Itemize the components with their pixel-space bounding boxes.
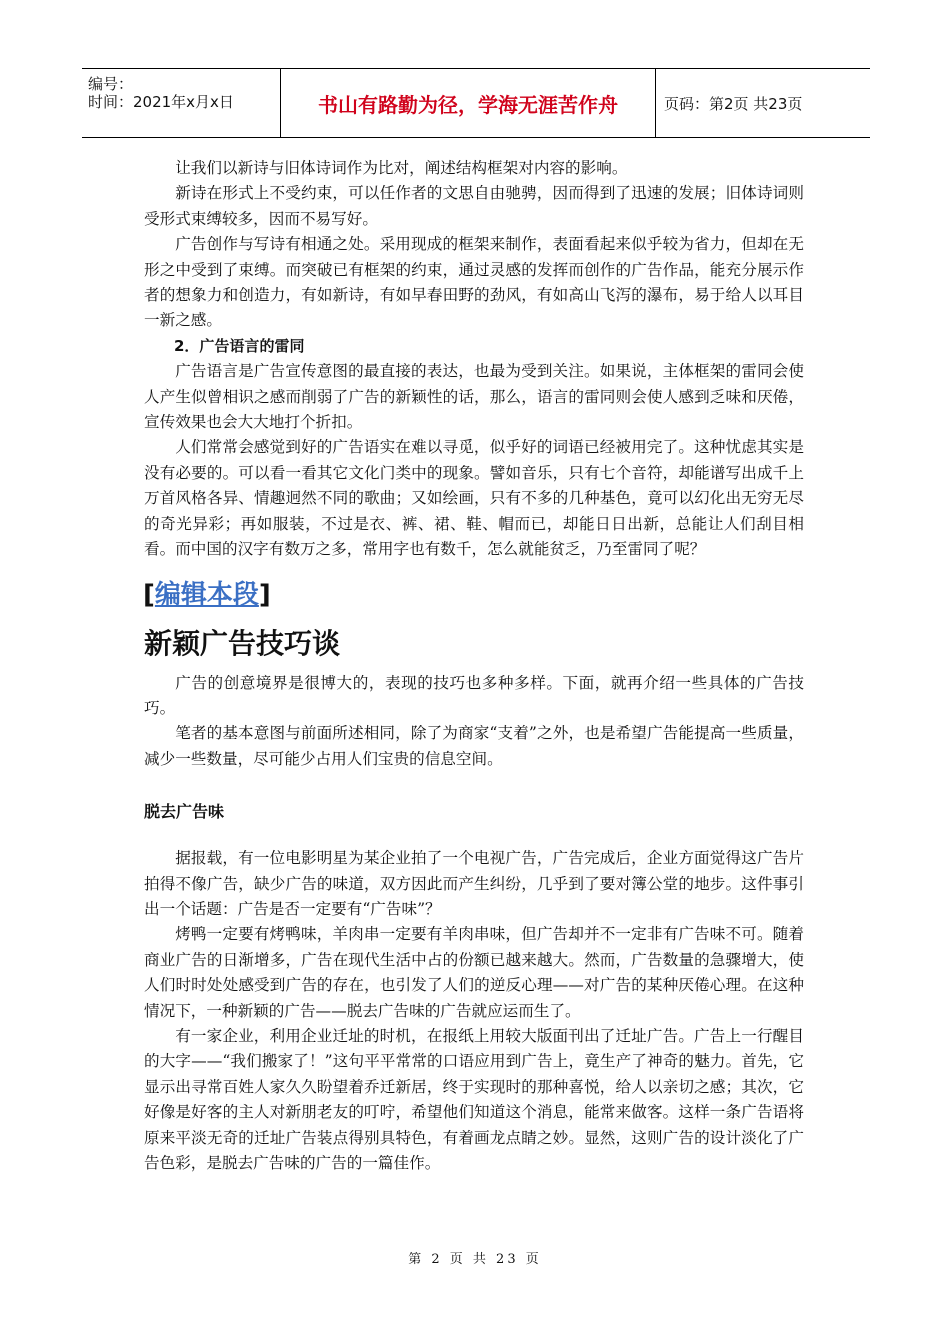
paragraph: 广告语言是广告宣传意图的最直接的表达，也最为受到关注。如果说，主体框架的雷同会使人产生似曾相识之感而削弱了广告的新颖性的话，那么，语言的雷同则会使人感到乏味和厌倦，宣传效果也会大大地打个折扣。 [144, 362, 804, 432]
edit-bracket-close: ] [258, 579, 271, 610]
page-footer: 第 2 页 共 23 页 [408, 1252, 542, 1267]
section-heading: 新颖广告技巧谈 [144, 626, 341, 660]
header-motto: 书山有路勤为径，学海无涯苦作舟 [281, 69, 656, 137]
paragraph: 有一家企业，利用企业迁址的时机，在报纸上用较大版面刊出了迁址广告。广告上一行醒目的大字——“我们搬家了！”这句平平常常的口语应用到广告上，竟生产了神奇的魅力。首先，它显示出寻常百姓人家久久盼望着乔迁新居，终于实现时的那种喜悦，给人以亲切之感；其次，它好像是好客的主人对新朋老友的叮咛，希望他们知道这个消息，能常来做客。这样一条广告语将原来平淡无奇的迁址广告装点得别具特色，有着画龙点睛之妙。显然，这则广告的设计淡化了广告色彩，是脱去广告味的广告的一篇佳作。 [144, 1026, 804, 1172]
header-page-label: 页码：第2页 共23页 [664, 94, 803, 113]
subsection-heading: 脱去广告味 [144, 802, 225, 822]
sub-heading: 2．广告语言的雷同 [174, 336, 305, 355]
paragraph: 人们常常会感觉到好的广告语实在难以寻觅，似乎好的词语已经被用完了。这种忧虑其实是没有必要的。可以看一看其它文化门类中的现象。譬如音乐，只有七个音符，却能谱写出成千上万首风格各异、情趣迥然不同的歌曲；又如绘画，只有不多的几种基色，竟可以幻化出无穷无尽的奇光异彩；再如服装，不过是衣、裤、裙、鞋、帽而已，却能日日出新，总能让人们刮目相看。而中国的汉字有数万之多，常用字也有数千，怎么就能贫乏，乃至雷同了呢？ [144, 438, 804, 559]
paragraph: 让我们以新诗与旧体诗词作为比对，阐述结构框架对内容的影响。 [175, 159, 628, 177]
edit-section-link [143, 575, 804, 615]
paragraph: 笔者的基本意图与前面所述相同，除了为商家“支着”之外，也是希望广告能提高一些质量，减少一些数量，尽可能少占用人们宝贵的信息空间。 [144, 724, 804, 768]
edit-bracket-open: [ [143, 579, 155, 610]
paragraph: 广告创作与写诗有相通之处。采用现成的框架来制作，表面看起来似乎较为省力，但却在无形之中受到了束缚。而突破已有框架的约束，通过灵感的发挥而创作的广告作品，能充分展示作者的想象力和创造力，有如新诗，有如早春田野的劲风，有如高山飞泻的瀑布，易于给人以耳目一新之感。 [144, 235, 804, 330]
paragraph: 新诗在形式上不受约束，可以任作者的文思自由驰骋，因而得到了迅速的发展；旧体诗词则受形式束缚较多，因而不易写好。 [144, 184, 804, 228]
header-time-label: 时间：2021年x月x日 [88, 93, 234, 111]
paragraph: 据报载，有一位电影明星为某企业拍了一个电视广告，广告完成后，企业方面觉得这广告片拍得不像广告，缺少广告的味道，双方因此而产生纠纷，几乎到了要对簿公堂的地步。这件事引出一个话题：广告是否一定要有“广告味”？ [144, 849, 804, 918]
header-number-label: 编号： [88, 75, 134, 93]
header-meta [82, 69, 281, 137]
edit-section-button[interactable]: 编辑本段 [154, 579, 259, 610]
paragraph: 广告的创意境界是很博大的，表现的技巧也多种多样。下面，就再介绍一些具体的广告技巧。 [144, 673, 804, 717]
page-header [82, 68, 870, 138]
document-body [144, 156, 804, 1176]
paragraph: 烤鸭一定要有烤鸭味，羊肉串一定要有羊肉串味，但广告却并不一定非有广告味不可。随着商业广告的日渐增多，广告在现代生活中占的份额已越来越大。然而，广告数量的急骤增大，使人们时时处处感受到广告的存在，也引发了人们的逆反心理——对广告的某种厌倦心理。在这种情况下，一种新颖的广告——脱去广告味的广告就应运而生了。 [144, 925, 804, 1020]
